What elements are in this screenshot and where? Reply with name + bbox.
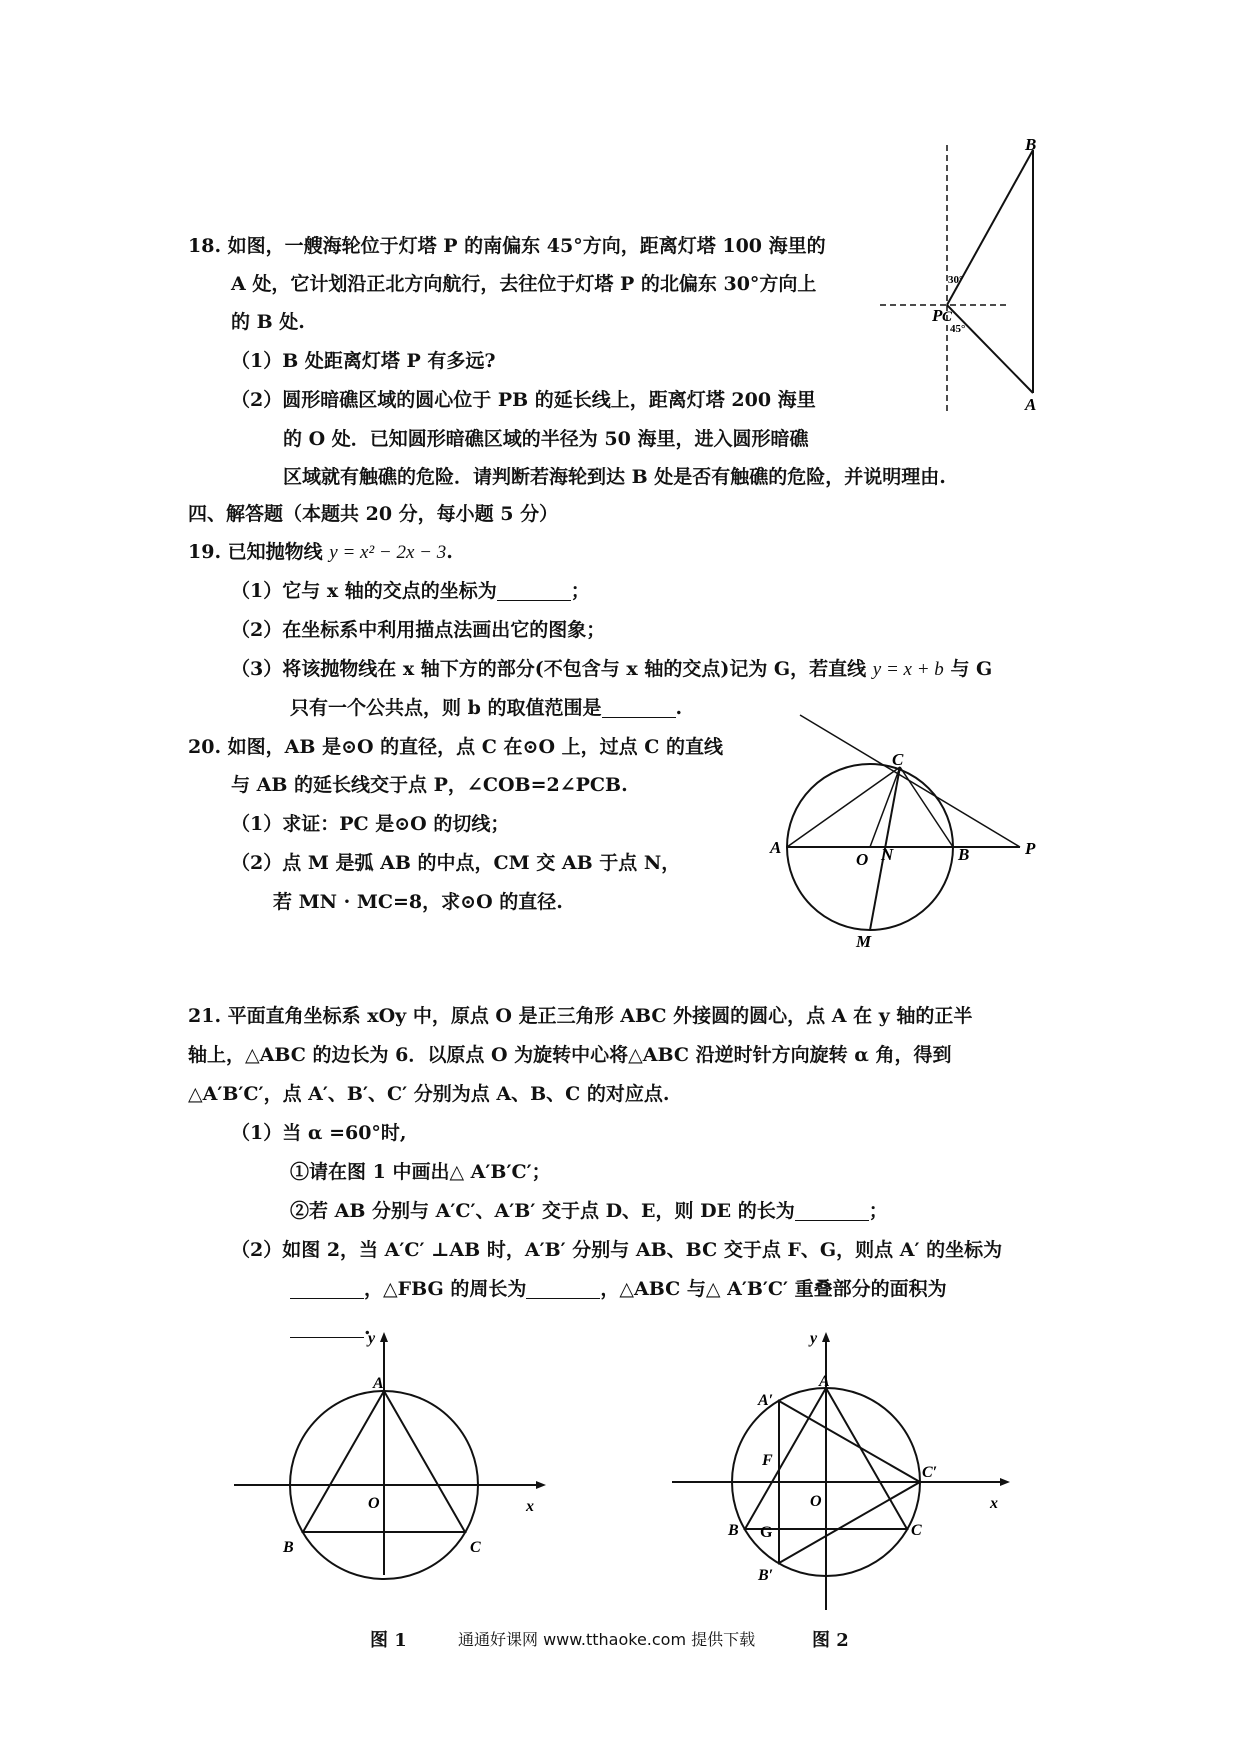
q19-equation: y = x² − 2x − 3	[329, 542, 447, 563]
q19-part1-end: ；	[570, 580, 590, 602]
q19-blank2	[602, 697, 676, 718]
fig1-label-c: C	[470, 1539, 481, 1556]
q19-part3-line1	[231, 655, 992, 684]
q18-line2: A 处，它计划沿正北方向航行，去往位于灯塔 P 的北偏东 30°方向上	[231, 273, 817, 295]
q19-period: .	[446, 541, 453, 563]
fig2-label-b: B	[728, 1522, 739, 1539]
q21-blank1	[795, 1200, 869, 1221]
q18-angle-45: 45°	[950, 323, 966, 335]
fig2-label-g: G	[760, 1524, 773, 1541]
q21-part2-line1: （2）如图 2，当 A′C′ ⊥AB 时，A′B′ 分别与 AB、BC 交于点 F、G，则点 A′ 的坐标为	[231, 1239, 1003, 1261]
q21-part2-end: .	[364, 1317, 371, 1339]
fig2-label-a-prime: A′	[758, 1392, 774, 1409]
q19-part3-line2	[290, 694, 682, 722]
q20-label-m: M	[856, 932, 872, 951]
q20-figure	[770, 715, 1050, 951]
q19-part2: （2）在坐标系中利用描点法画出它的图象；	[231, 619, 606, 641]
fig2-label-c: C	[911, 1522, 922, 1539]
q20-part1: （1）求证：PC 是⊙O 的切线；	[231, 813, 510, 835]
q21-blank3	[526, 1278, 600, 1299]
q18-label-p: P	[932, 306, 943, 325]
q19-part3-end: .	[675, 697, 683, 719]
fig1-y-label: y	[368, 1330, 376, 1347]
q19-blank1	[497, 580, 571, 601]
q18-angle-30: 30°	[948, 274, 964, 286]
q19-part3-text: （3）将该抛物线在 x 轴下方的部分(不包含与 x 轴的交点)记为 G，若直线	[231, 658, 867, 680]
q18-line1: 18. 如图，一艘海轮位于灯塔 P 的南偏东 45°方向，距离灯塔 100 海里的	[188, 235, 826, 257]
q21-part1-i: ①请在图 1 中画出△ A′B′C′；	[290, 1161, 551, 1183]
figure-1-caption: 图 1	[370, 1630, 407, 1651]
q19-part3-g: 与 G	[950, 658, 993, 680]
q18-figure	[880, 135, 1037, 420]
fig2-label-c-prime: C′	[922, 1464, 938, 1481]
q18-label-c: C	[942, 309, 953, 325]
q20-label-n: N	[881, 845, 894, 864]
q21-blank2	[290, 1278, 364, 1299]
q18-line3: 的 B 处.	[231, 311, 305, 333]
q19-part1-text: （1）它与 x 轴的交点的坐标为	[231, 580, 497, 602]
q21-area-text: ，△ABC 与△ A′B′C′ 重叠部分的面积为	[600, 1278, 947, 1300]
q20-part2-line2: 若 MN · MC=8，求⊙O 的直径.	[273, 891, 563, 913]
fig2-label-b-prime: B′	[758, 1567, 774, 1584]
section-four-title: 四、解答题（本题共 20 分，每小题 5 分）	[188, 503, 559, 525]
q20-label-a: A	[770, 838, 782, 857]
fig2-label-f: F	[762, 1452, 773, 1469]
q21-part1-ii-text: ②若 AB 分别与 A′C′、A′B′ 交于点 D、E，则 DE 的长为	[290, 1200, 795, 1222]
q19-intro: 19. 已知抛物线	[188, 541, 323, 563]
figure-2	[670, 1330, 1010, 1620]
q21-part1-ii-end: ；	[868, 1200, 888, 1222]
q20-part2-line1: （2）点 M 是弧 AB 的中点，CM 交 AB 于点 N，	[231, 852, 681, 874]
q19-part3-text2: 只有一个公共点，则 b 的取值范围是	[290, 697, 602, 719]
q21-line2: 轴上，△ABC 的边长为 6．以原点 O 为旋转中心将△ABC 沿逆时针方向旋转 α 角，得到	[188, 1044, 952, 1066]
fig1-label-a: A	[373, 1375, 384, 1392]
q21-part1-ii	[290, 1197, 888, 1225]
q21-line1: 21. 平面直角坐标系 xOy 中，原点 O 是正三角形 ABC 外接圆的圆心，点 A 在 y 轴的正半	[188, 1005, 973, 1027]
fig2-label-o: O	[810, 1493, 822, 1510]
q19-line-equation: y = x + b	[872, 659, 944, 680]
fig2-label-a: A	[819, 1373, 830, 1390]
q21-part1: （1）当 α =60°时,	[231, 1122, 407, 1144]
q20-label-c: C	[892, 750, 904, 769]
fig1-x-label: x	[526, 1498, 534, 1515]
q20-line2: 与 AB 的延长线交于点 P，∠COB=2∠PCB.	[231, 774, 628, 796]
q18-part1: （1）B 处距离灯塔 P 有多远?	[231, 350, 496, 372]
q20-label-o: O	[856, 850, 869, 869]
q21-perimeter-text: ，△FBG 的周长为	[364, 1278, 527, 1300]
q20-line1: 20. 如图，AB 是⊙O 的直径，点 C 在⊙O 上，过点 C 的直线	[188, 736, 723, 758]
q19-part1	[231, 577, 590, 605]
q20-label-b: B	[958, 845, 970, 864]
q18-label-a: A	[1025, 395, 1037, 414]
footer-source: 通通好课网 www.tthaoke.com 提供下载	[458, 1630, 756, 1649]
q18-label-b: B	[1025, 135, 1037, 154]
fig1-label-b: B	[283, 1539, 294, 1556]
q21-part2-line2	[290, 1275, 947, 1303]
q18-part2-line2: 的 O 处．已知圆形暗礁区域的半径为 50 海里，进入圆形暗礁	[283, 428, 809, 450]
fig2-y-label: y	[810, 1330, 818, 1347]
fig2-x-label: x	[990, 1495, 998, 1512]
q21-line3: △A′B′C′，点 A′、B′、C′ 分别为点 A、B、C 的对应点.	[188, 1083, 670, 1105]
figure-1	[230, 1330, 550, 1580]
q18-part2-line1: （2）圆形暗礁区域的圆心位于 PB 的延长线上，距离灯塔 200 海里	[231, 389, 816, 411]
q20-label-p: P	[1025, 839, 1036, 858]
q19-line1	[188, 538, 453, 567]
q18-part2-line3: 区域就有触礁的危险．请判断若海轮到达 B 处是否有触礁的危险，并说明理由.	[283, 466, 946, 488]
fig1-label-o: O	[368, 1495, 380, 1512]
figure-2-caption: 图 2	[812, 1630, 849, 1651]
